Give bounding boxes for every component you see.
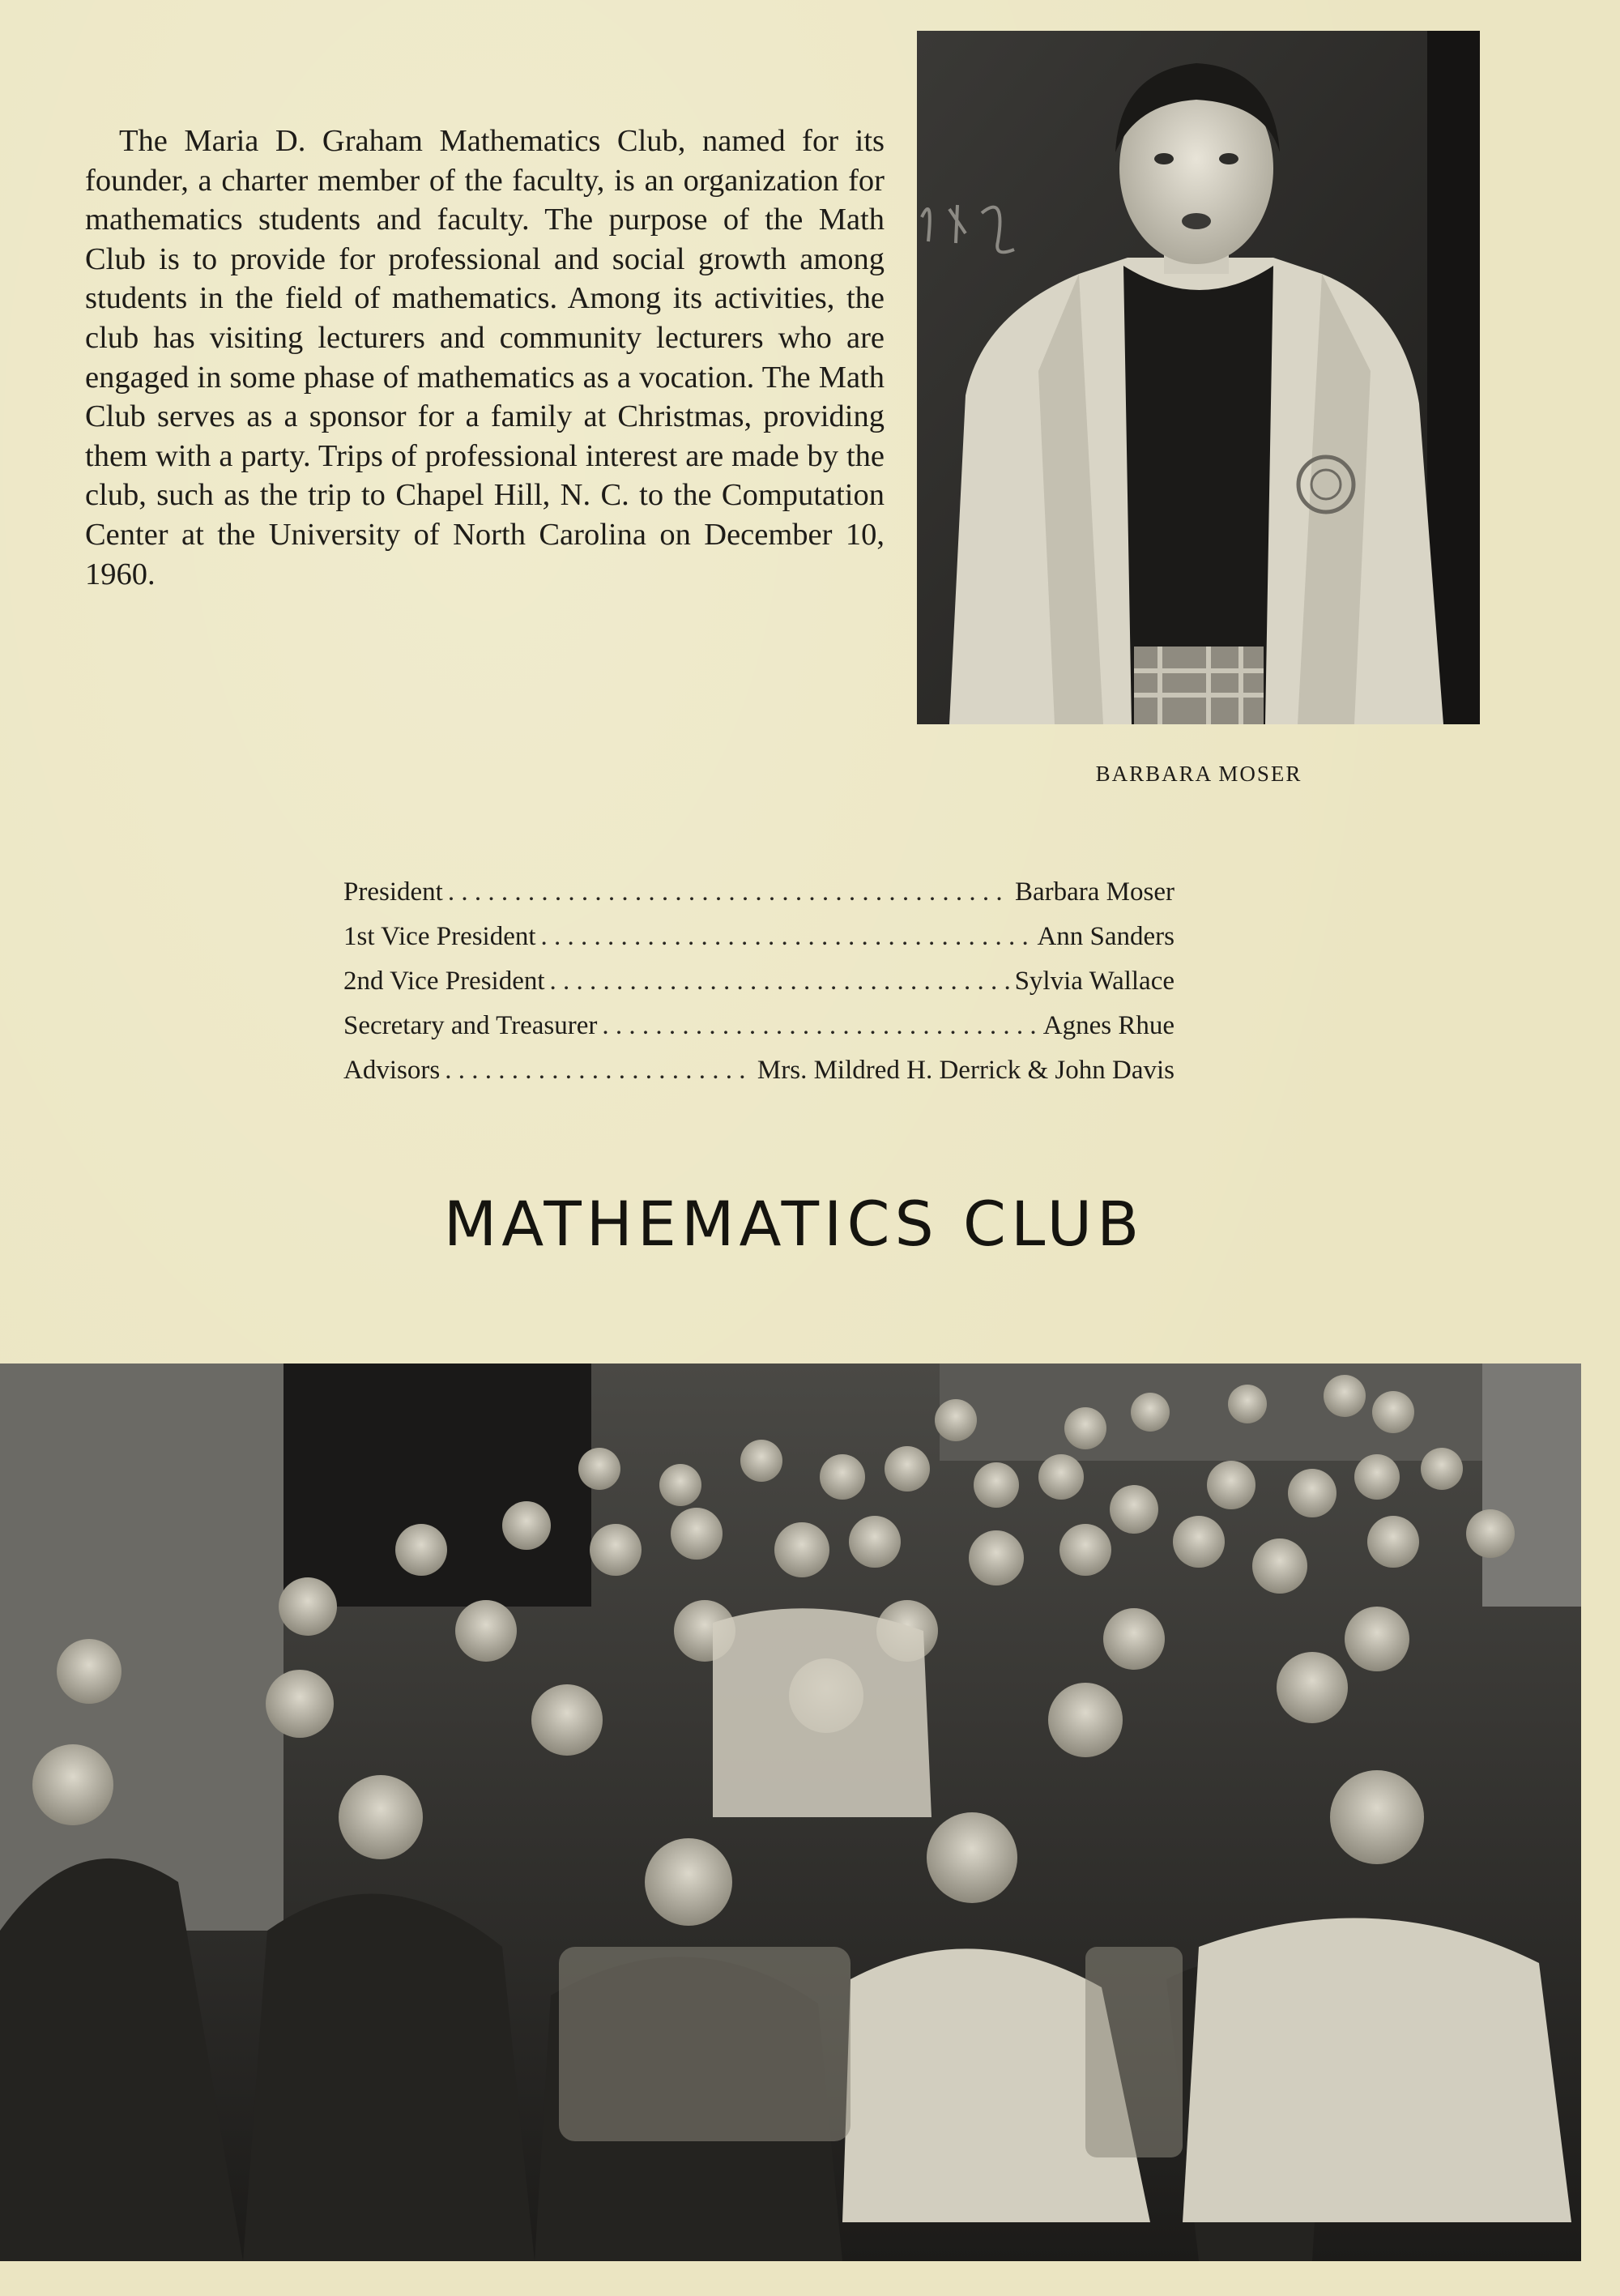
portrait-photo [917, 31, 1480, 724]
page-title: MATHEMATICS CLUB [443, 1188, 1145, 1260]
officer-row-advisors [343, 1056, 1174, 1100]
officer-row-first-vice-president [343, 922, 1174, 967]
officer-row-president [343, 877, 1174, 922]
portrait-caption: BARBARA MOSER [1095, 762, 1302, 786]
officer-role: Secretary and Treasurer [343, 1011, 598, 1040]
dot-leader [602, 1011, 1038, 1041]
officer-name: Ann Sanders [1037, 922, 1174, 951]
officer-row-secretary-treasurer [343, 1011, 1174, 1056]
officers-list [343, 877, 1174, 1100]
officer-role: 1st Vice President [343, 922, 536, 951]
officer-name: Sylvia Wallace [1014, 967, 1174, 996]
officer-role: 2nd Vice President [343, 967, 545, 996]
dot-leader [445, 1056, 752, 1086]
officer-role: Advisors [343, 1056, 441, 1085]
dot-leader [541, 922, 1033, 952]
portrait-illustration [917, 31, 1480, 724]
officer-role: President [343, 877, 443, 907]
group-photo [0, 1364, 1581, 2261]
officer-row-second-vice-president [343, 967, 1174, 1011]
group-photo-illustration [0, 1364, 1581, 2261]
dot-leader [448, 877, 1010, 907]
officer-name: Agnes Rhue [1042, 1011, 1174, 1040]
officer-name: Mrs. Mildred H. Derrick & John Davis [757, 1056, 1174, 1085]
dot-leader [550, 967, 1010, 996]
officer-name: Barbara Moser [1014, 877, 1174, 907]
intro-paragraph: The Maria D. Graham Mathematics Club, named for its founder, a charter member of the faculty, is an organization for mathematics students and faculty. The purpose of the Math Club is to provide for professional and social growth among students in the field of mathematics. Among its activities, the club has visiting lecturers and community lecturers who are engaged in some phase of mathematics as a vocation. The Math Club serves as a sponsor for a family at Christmas, providing them with a party. Trips of professional interest are made by the club, such as the trip to Chapel Hill, N. C. to the Computation Center at the University of North Carolina on December 10, 1960. [85, 124, 885, 591]
